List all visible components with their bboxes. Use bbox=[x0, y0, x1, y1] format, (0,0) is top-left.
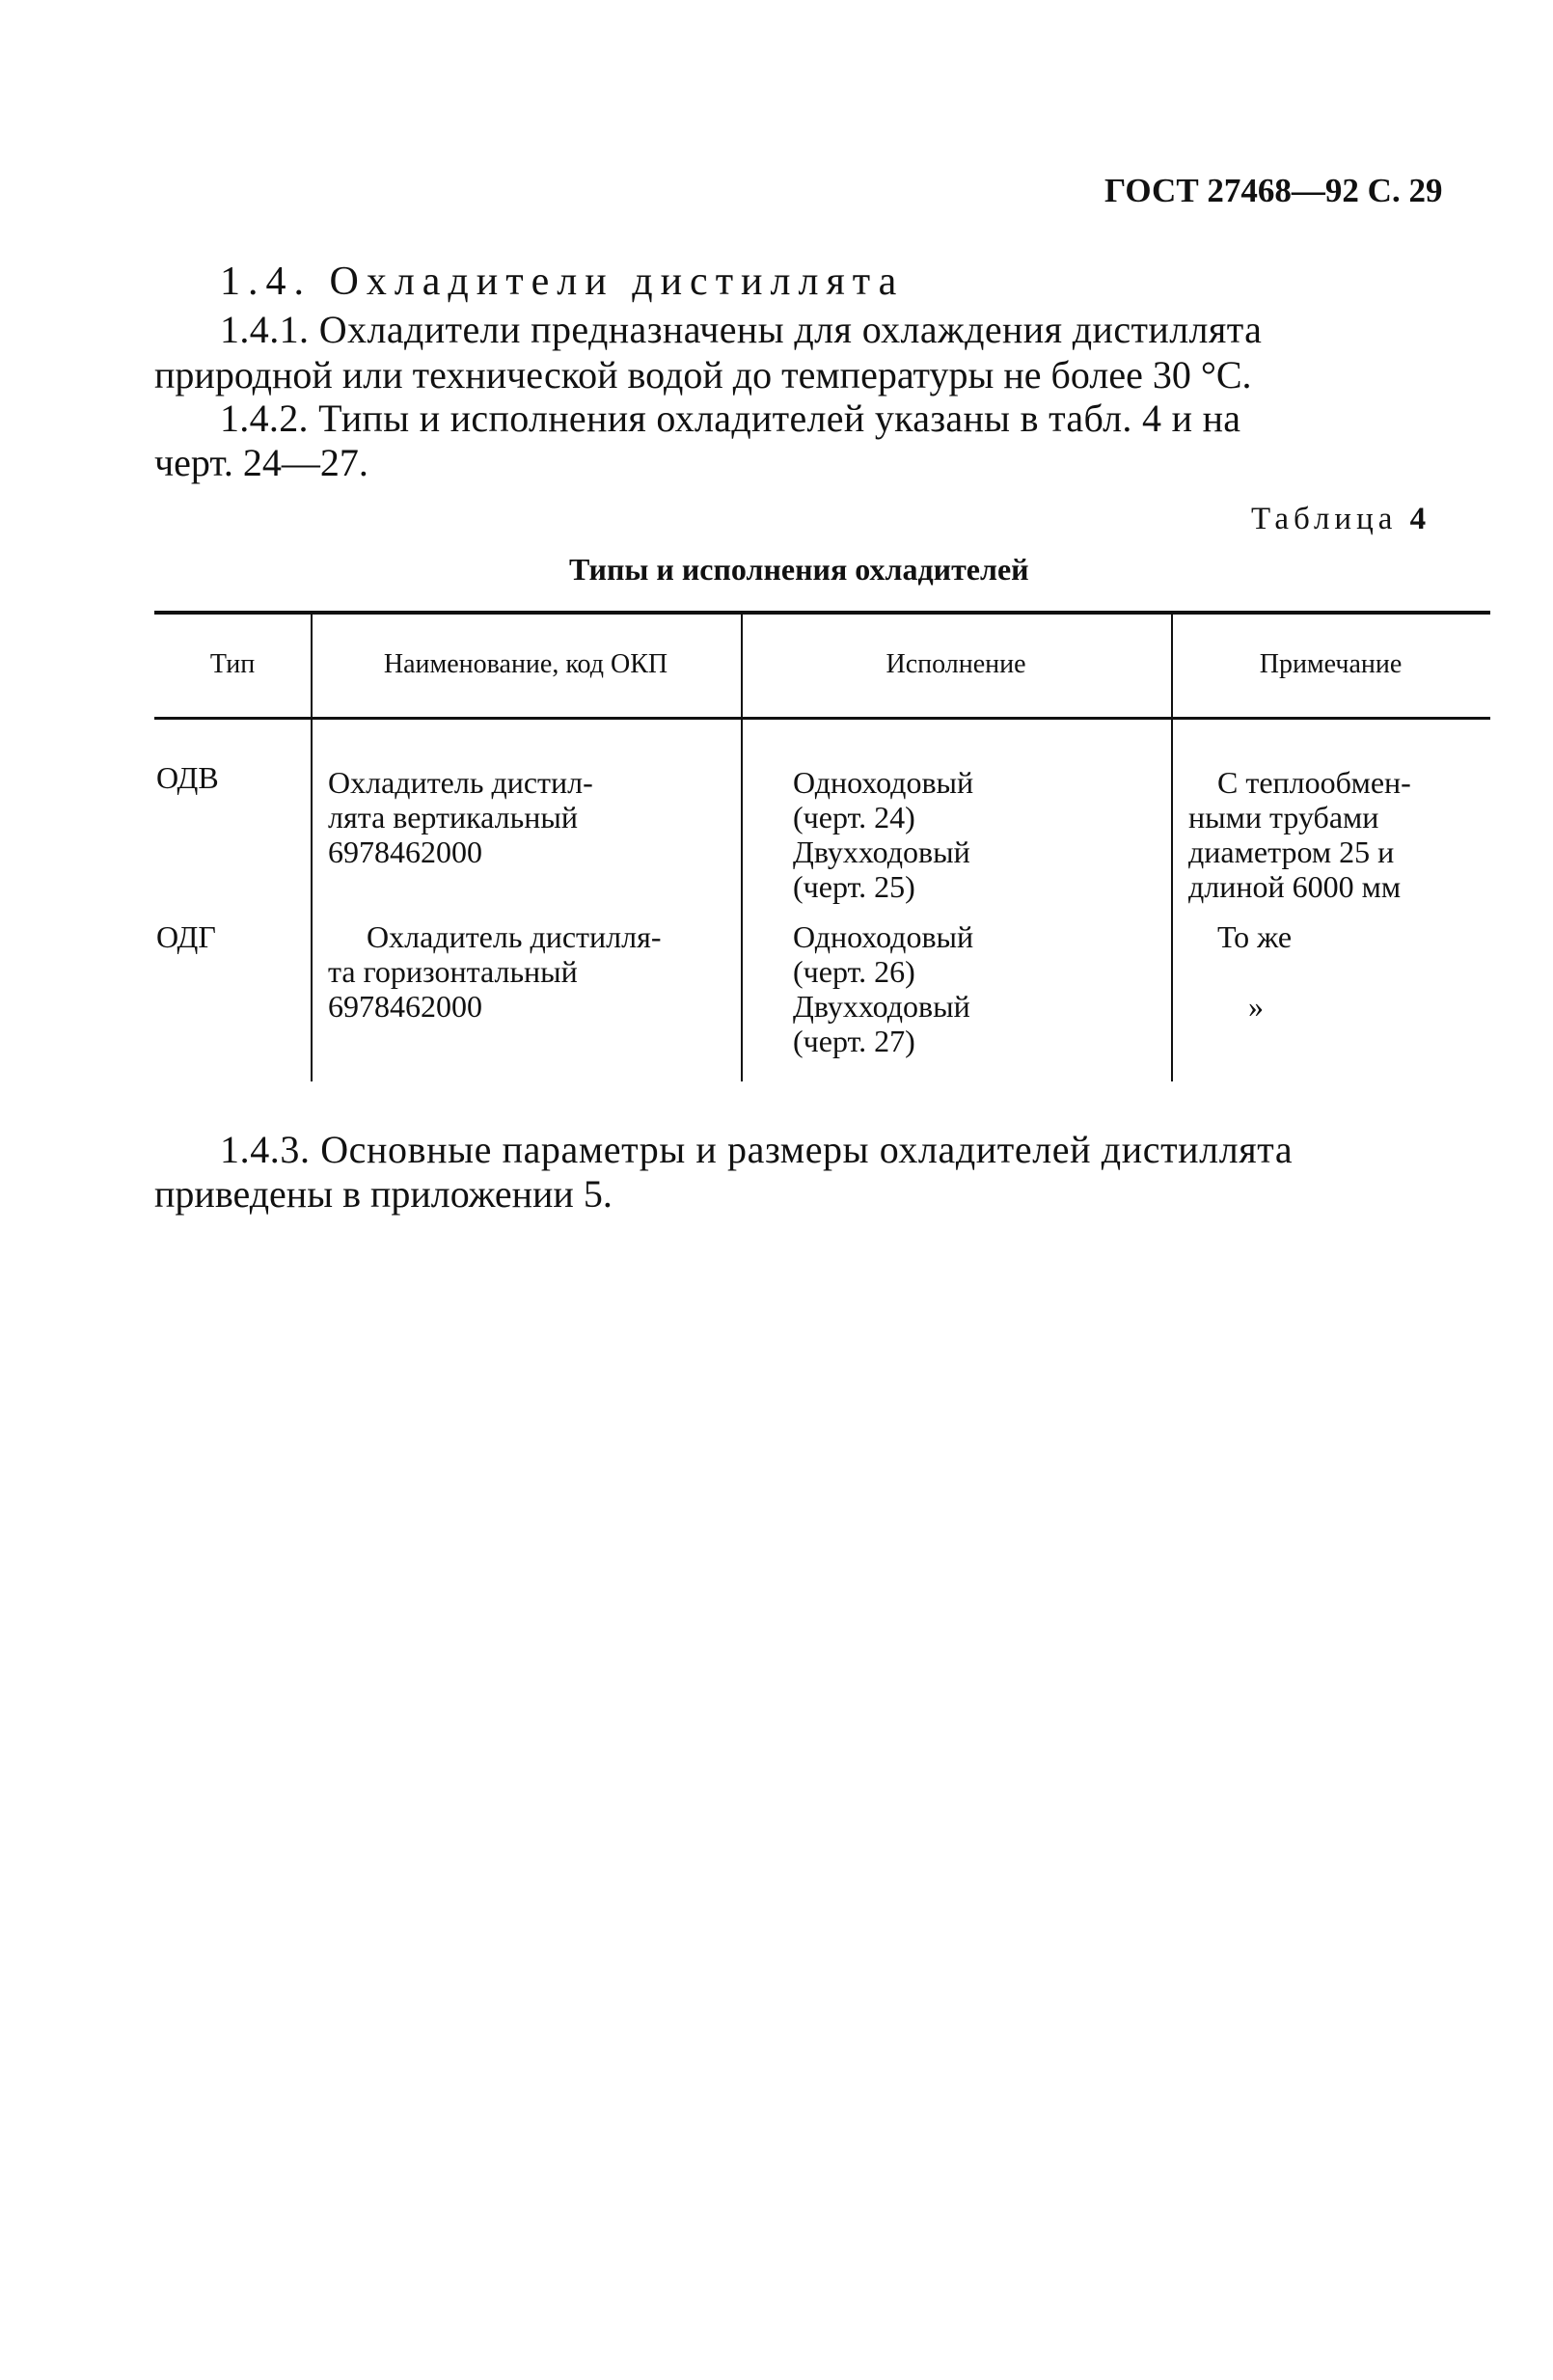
header-note: Примечание bbox=[1259, 649, 1403, 679]
table-number: 4 bbox=[1409, 502, 1427, 536]
table-header-rule bbox=[154, 717, 1490, 720]
cell-name: Охладитель дистилля- та горизонтальный 6978462000 bbox=[328, 919, 662, 1024]
table-label-word: Таблица bbox=[1251, 502, 1398, 536]
header-name: Наименование, код ОКП bbox=[383, 649, 668, 679]
page-header: ГОСТ 27468—92 С. 29 bbox=[1104, 172, 1443, 209]
cell-type: ОДВ bbox=[156, 760, 219, 795]
paragraph-1-4-3-line-1: 1.4.3. Основные параметры и размеры охладителей дистиллята bbox=[220, 1128, 1294, 1171]
cell-name-line-1: Охладитель дистил- bbox=[328, 765, 593, 800]
table-caption: Типы и исполнения охладителей bbox=[569, 552, 1029, 587]
table-column-divider bbox=[311, 611, 313, 1081]
table-column-divider bbox=[1171, 611, 1173, 1081]
paragraph-1-4-3-line-2: приведены в приложении 5. bbox=[154, 1172, 613, 1216]
header-execution: Исполнение bbox=[885, 649, 1026, 679]
paragraph-1-4-1-line-2: природной или технической водой до температуры не более 30 °С. bbox=[154, 353, 1252, 397]
section-title: 1.4. Охладители дистиллята bbox=[220, 260, 905, 304]
paragraph-1-4-2-line-2: черт. 24—27. bbox=[154, 441, 368, 484]
cell-execution: Одноходовый (черт. 26) Двухходовый (черт. 27) bbox=[793, 919, 974, 1058]
paragraph-1-4-2-line-1: 1.4.2. Типы и исполнения охладителей указаны в табл. 4 и на bbox=[220, 397, 1241, 440]
table-column-divider bbox=[741, 611, 743, 1081]
cell-execution: Одноходовый (черт. 24) Двухходовый (черт. 25) bbox=[793, 765, 974, 904]
table-top-rule bbox=[154, 611, 1490, 615]
table-label bbox=[1251, 502, 1426, 537]
data-table bbox=[154, 611, 1490, 1081]
cell-note: С теплообмен- ными трубами диаметром 25 и длиной 6000 мм bbox=[1188, 765, 1411, 904]
cell-name: Охладитель дистил- лята вертикальный 6978462000 bbox=[328, 765, 728, 869]
cell-note: То же » bbox=[1217, 919, 1293, 1024]
paragraph-1-4-1-line-1: 1.4.1. Охладители предназначены для охлаждения дистиллята bbox=[220, 308, 1263, 351]
header-type: Тип bbox=[209, 649, 256, 679]
cell-type: ОДГ bbox=[156, 919, 216, 954]
